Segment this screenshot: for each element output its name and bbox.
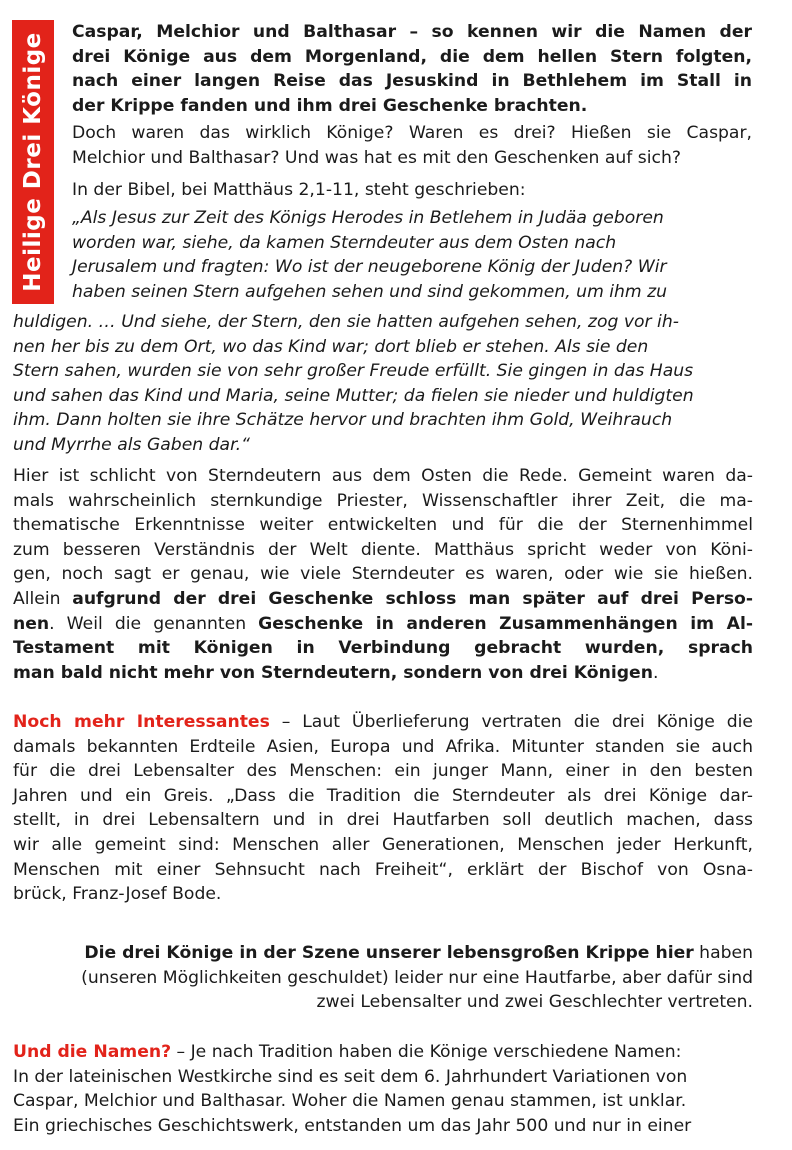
questions-paragraph — [72, 121, 752, 170]
explanation-text: Allein — [13, 588, 73, 609]
interesting-line: stellt, in drei Lebensaltern und in drei Hautfarben soll deutlich machen, dass — [13, 810, 753, 831]
explanation-line: thematische Erkenntnisse weiter entwickelten und für die der Sternenhimmel — [13, 515, 753, 536]
questions-line: Melchior und Balthasar? Und was hat es mit den Geschenken auf sich? — [72, 147, 682, 168]
interesting-text: – Laut Überlieferung vertraten die drei Könige die — [269, 712, 754, 732]
names-paragraph — [13, 1040, 753, 1138]
intro-paragraph — [72, 20, 752, 118]
explanation-bold: aufgrund der drei Geschenke schloss man später auf drei Perso- — [72, 588, 753, 609]
explanation-line — [13, 661, 753, 686]
quote-line: „Als Jesus zur Zeit des Königs Herodes in Betlehem in Judäa geboren — [72, 208, 664, 228]
explanation-line — [13, 587, 753, 612]
sidebar-title: Heilige Drei Könige — [20, 32, 46, 292]
explanation-text: . — [652, 662, 659, 683]
interesting-line: für die drei Lebensalter des Menschen: ein junger Mann, einer in den besten — [13, 761, 753, 782]
explanation-text: . Weil die genannten — [49, 613, 259, 634]
bible-intro-text: In der Bibel, bei Matthäus 2,1-11, steht geschrieben: — [72, 180, 526, 200]
names-heading: Und die Namen? — [13, 1042, 172, 1062]
names-line: In der lateinischen Westkirche sind es seit dem 6. Jahrhundert Variationen von — [13, 1066, 688, 1087]
intro-line: der Krippe fanden und ihm drei Geschenke brachten. — [72, 95, 588, 116]
explanation-line: gen, noch sagt er genau, wie viele Sterndeuter es waren, oder wie sie hießen. — [13, 564, 753, 585]
bible-intro — [72, 178, 752, 203]
explanation-bold: Geschenke in anderen Zusammenhängen im Al- — [258, 613, 753, 634]
quote-line: nen her bis zu dem Ort, wo das Kind war; dort blieb er stehen. Als sie den — [13, 336, 649, 357]
interesting-line: Jahren und ein Greis. „Dass die Tradition die Sterndeuter als drei Könige dar- — [13, 785, 753, 806]
interesting-line: Menschen mit einer Sehnsucht nach Freiheit“, erklärt der Bischof von Osna- — [13, 859, 753, 880]
explanation-bold: man bald nicht mehr von Sterndeutern, sondern von drei Königen — [13, 662, 653, 683]
crib-text: haben — [693, 943, 753, 963]
interesting-heading: Noch mehr Interessantes — [13, 712, 270, 732]
quote-line: Jerusalem und fragten: Wo ist der neugeborene König der Juden? Wir — [72, 257, 667, 278]
bible-quote-indented — [72, 206, 722, 304]
explanation-line: mals wahrscheinlich sternkundige Priester, Wissenschaftler ihrer Zeit, die ma- — [13, 490, 753, 511]
quote-line: ihm. Dann holten sie ihre Schätze hervor und brachten ihm Gold, Weihrauch — [13, 410, 673, 431]
explanation-line: Hier ist schlicht von Sterndeutern aus dem Osten die Rede. Gemeint waren da- — [13, 466, 753, 486]
intro-line: Caspar, Melchior und Balthasar – so kennen wir die Namen der — [72, 22, 752, 42]
explanation-paragraph — [13, 464, 753, 685]
interesting-line — [13, 710, 753, 735]
questions-line: Doch waren das wirklich Könige? Waren es drei? Hießen sie Caspar, — [72, 123, 752, 143]
crib-bold: Die drei Könige in der Szene unserer lebensgroßen Krippe hier — [84, 943, 694, 963]
names-text: – Je nach Tradition haben die Könige verschiedene Namen: — [171, 1042, 682, 1062]
explanation-line: zum besseren Verständnis der Welt diente. Matthäus spricht weder von Köni- — [13, 539, 753, 560]
quote-line: huldigen. … Und siehe, der Stern, den sie hatten aufgehen sehen, zog vor ih- — [13, 312, 679, 332]
intro-line: nach einer langen Reise das Jesuskind in Bethlehem im Stall in — [72, 71, 752, 92]
quote-line: haben seinen Stern aufgehen sehen und sind gekommen, um ihm zu — [72, 281, 668, 302]
explanation-bold: nen — [13, 613, 50, 634]
bible-quote-full — [13, 310, 753, 458]
quote-line: und Myrrhe als Gaben dar.“ — [13, 434, 250, 455]
intro-line: drei Könige aus dem Morgenland, die dem hellen Stern folgten, — [72, 46, 752, 67]
crib-paragraph — [13, 941, 753, 1015]
interesting-line: brück, Franz-Josef Bode. — [13, 884, 222, 905]
names-line — [13, 1040, 753, 1065]
quote-line: worden war, siehe, da kamen Sterndeuter aus dem Osten nach — [72, 232, 617, 253]
names-line: Caspar, Melchior und Balthasar. Woher die Namen genau stammen, ist unklar. — [13, 1091, 687, 1112]
interesting-paragraph — [13, 710, 753, 907]
interesting-line: wir alle gemeint sind: Menschen aller Generationen, Menschen jeder Herkunft, — [13, 834, 753, 855]
explanation-line — [13, 612, 753, 637]
explanation-line: Testament mit Königen in Verbindung gebracht wurden, sprach — [13, 638, 753, 659]
quote-line: und sahen das Kind und Maria, seine Mutter; da fielen sie nieder und huldigten — [13, 385, 694, 406]
crib-line — [13, 941, 753, 966]
crib-line: (unseren Möglichkeiten geschuldet) leider nur eine Hautfarbe, aber dafür sind — [81, 967, 753, 988]
interesting-line: damals bekannten Erdteile Asien, Europa und Afrika. Mitunter standen sie auch — [13, 736, 753, 757]
sidebar-banner — [12, 20, 54, 304]
crib-line: zwei Lebensalter und zwei Geschlechter vertreten. — [316, 992, 753, 1013]
quote-line: Stern sahen, wurden sie von sehr großer Freude erfüllt. Sie gingen in das Haus — [13, 361, 694, 382]
names-line: Ein griechisches Geschichtswerk, entstanden um das Jahr 500 und nur in einer — [13, 1115, 692, 1136]
